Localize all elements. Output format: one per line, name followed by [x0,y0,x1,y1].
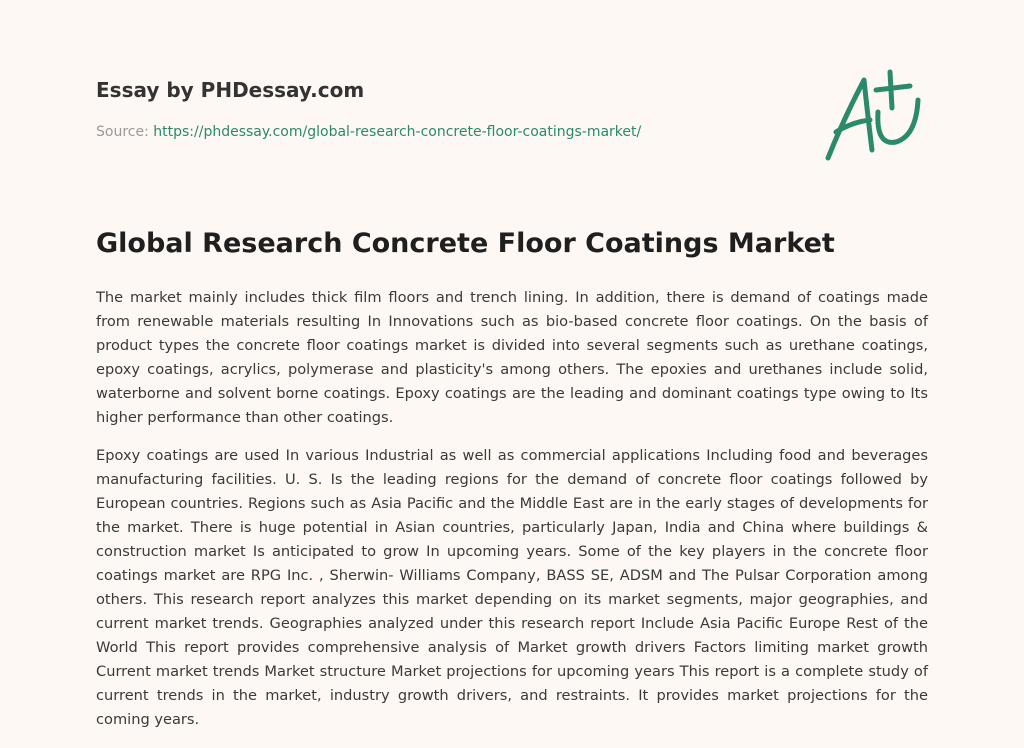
source-label: Source: [96,124,149,140]
source-line [96,123,796,141]
essay-body [96,286,928,746]
site-title: Essay by PHDessay.com [96,78,365,102]
document-title: Global Research Concrete Floor Coatings Market [96,228,835,259]
paragraph: Epoxy coatings are used In various Industrial as well as commercial applications Including food and beverages manufacturing facilities. U. S. Is the leading regions for the demand of concrete floor coatings followed by European countries. Regions such as Asia Pacific and the Middle East are in the early stages of developments for the market. There is huge potential in Asian countries, particularly Japan, India and China where buildings & construction market Is anticipated to grow In upcoming years. Some of the key players in the concrete floor coatings market are RPG Inc. , Sherwin- Williams Company, BASS SE, ADSM and The Pulsar Corporation among others. This research report analyzes this market depending on its market segments, major geographies, and current market trends. Geographies analyzed under this research report Include Asia Pacific Europe Rest of the World This report provides comprehensive analysis of Market growth drivers Factors limiting market growth Current market trends Market structure Market projections for upcoming years This report is a complete study of current trends in the market, industry growth drivers, and restraints. It provides market projections for the coming years. [96,447,928,728]
a-plus-logo-icon [818,66,930,166]
source-link[interactable]: https://phdessay.com/global-research-concrete-floor-coatings-market/ [153,124,642,140]
paragraph: The market mainly includes thick film floors and trench lining. In addition, there is demand of coatings made from renewable materials resulting In Innovations such as bio-based concrete floor coatings. On the basis of product types the concrete floor coatings market is divided into several segments such as urethane coatings, epoxy coatings, acrylics, polymerase and plasticity's among others. The epoxies and urethanes include solid, waterborne and solvent borne coatings. Epoxy coatings are the leading and dominant coatings type owing to Its higher performance than other coatings. [96,289,928,426]
essay-header [96,76,796,141]
